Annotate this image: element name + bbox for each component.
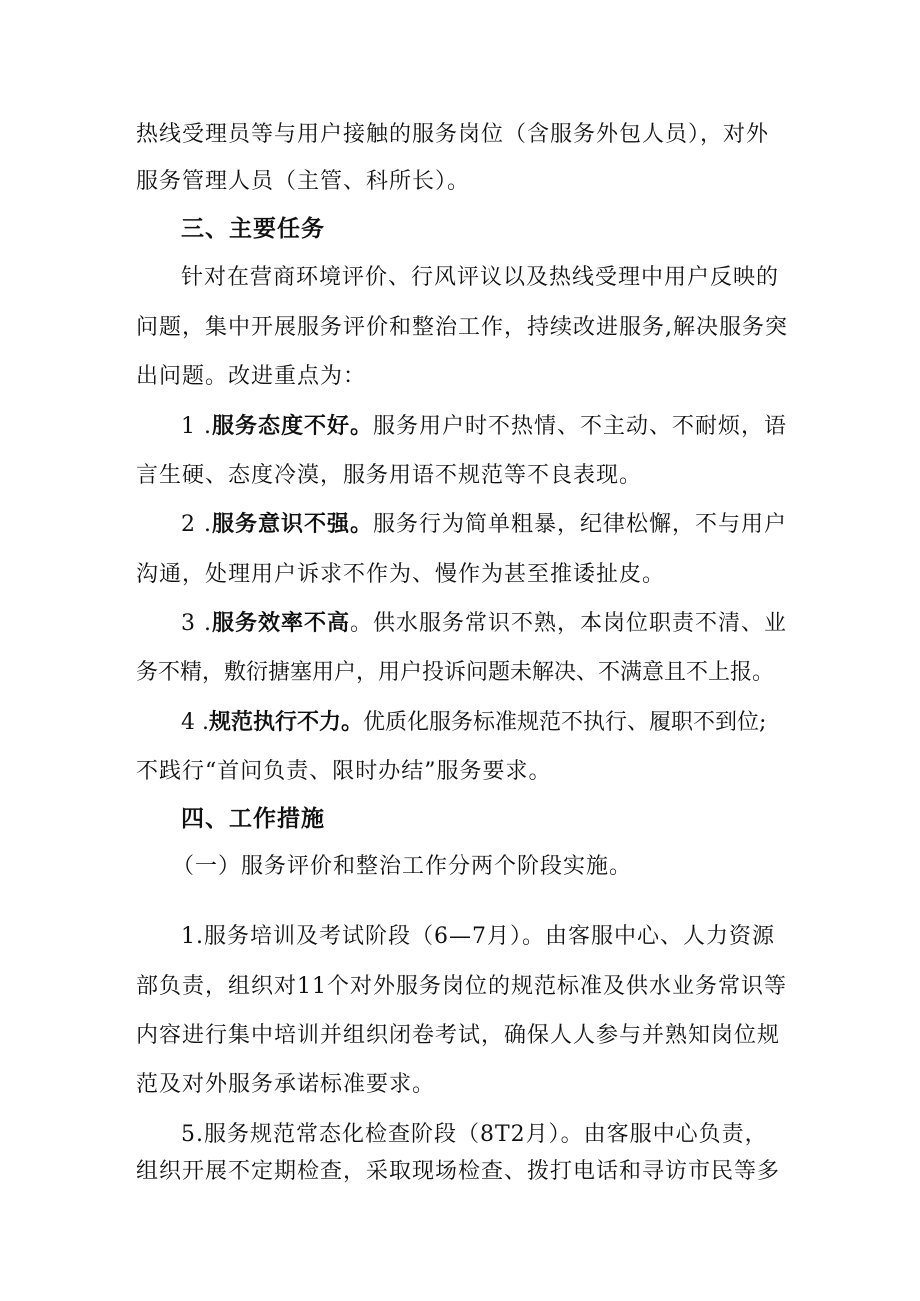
stage-1-line-1: 1.服务培训及考试阶段（6—7月）。由客服中心、人力资源 [181, 924, 775, 949]
item-3-title: 服务效率不高 [211, 611, 350, 636]
item-4-text: 优质化服务标准规范不执行、履职不到位; [363, 710, 767, 735]
item-1-title: 服务态度不好。 [211, 414, 373, 439]
item-2-line-1 [181, 510, 787, 540]
stage-2-line-1: 5.服务规范常态化检查阶段（8T2月）。由客服中心负责， [181, 1122, 768, 1147]
item-2-line-2: 沟通，处理用户诉求不作为、慢作为甚至推诿扯皮。 [136, 562, 666, 587]
item-1-line-1 [181, 412, 787, 442]
item-4-number: 4 . [181, 710, 209, 735]
section-3-para-line-1: 针对在营商环境评价、行风评议以及热线受理中用户反映的 [181, 265, 780, 290]
item-4-line-1 [181, 708, 766, 738]
item-4-title: 规范执行不力。 [208, 710, 363, 735]
section-4-subheading: （一）服务评价和整治工作分两个阶段实施。 [172, 854, 633, 879]
section-3-para-line-3: 出问题。改进重点为： [136, 364, 367, 389]
item-3-text: 。供水服务常识不熟，本岗位职责不清、业 [350, 611, 788, 636]
item-3-line-2: 务不精，敷衍搪塞用户，用户投诉问题未解决、不满意且不上报。 [136, 660, 775, 685]
section-3-heading: 三、主要任务 [181, 216, 325, 242]
item-2-text: 服务行为简单粗暴，纪律松懈，不与用户 [373, 512, 788, 537]
stage-1-line-3: 内容进行集中培训并组织闭卷考试，确保人人参与并熟知岗位规 [136, 1023, 781, 1048]
section-4-heading: 四、工作措施 [181, 806, 325, 832]
item-3-line-1 [181, 609, 787, 639]
item-1-text: 服务用户时不热情、不主动、不耐烦，语 [373, 414, 788, 439]
intro-line-1: 热线受理员等与用户接触的服务岗位（含服务外包人员），对外 [136, 122, 770, 147]
stage-1-line-2: 部负责，组织对11个对外服务岗位的规范标准及供水业务常识等 [136, 974, 787, 999]
section-3-para-line-2: 问题，集中开展服务评价和整治工作，持续改进服务,解决服务突 [136, 315, 788, 340]
item-2-title: 服务意识不强。 [211, 512, 373, 537]
item-1-line-2: 言生硬、态度冷漠，服务用语不规范等不良表现。 [136, 463, 643, 488]
item-4-line-2: 不践行“首问负责、限时办结”服务要求。 [136, 759, 552, 784]
item-2-number: 2 . [181, 512, 212, 537]
intro-line-2: 服务管理人员（主管、科所长）。 [136, 169, 471, 194]
item-1-number: 1 . [181, 414, 212, 439]
stage-1-line-4: 范及对外服务承诺标准要求。 [136, 1072, 436, 1097]
item-3-number: 3 . [181, 611, 212, 636]
stage-2-line-2: 组织开展不定期检查，采取现场检查、拨打电话和寻访市民等多 [136, 1159, 781, 1184]
